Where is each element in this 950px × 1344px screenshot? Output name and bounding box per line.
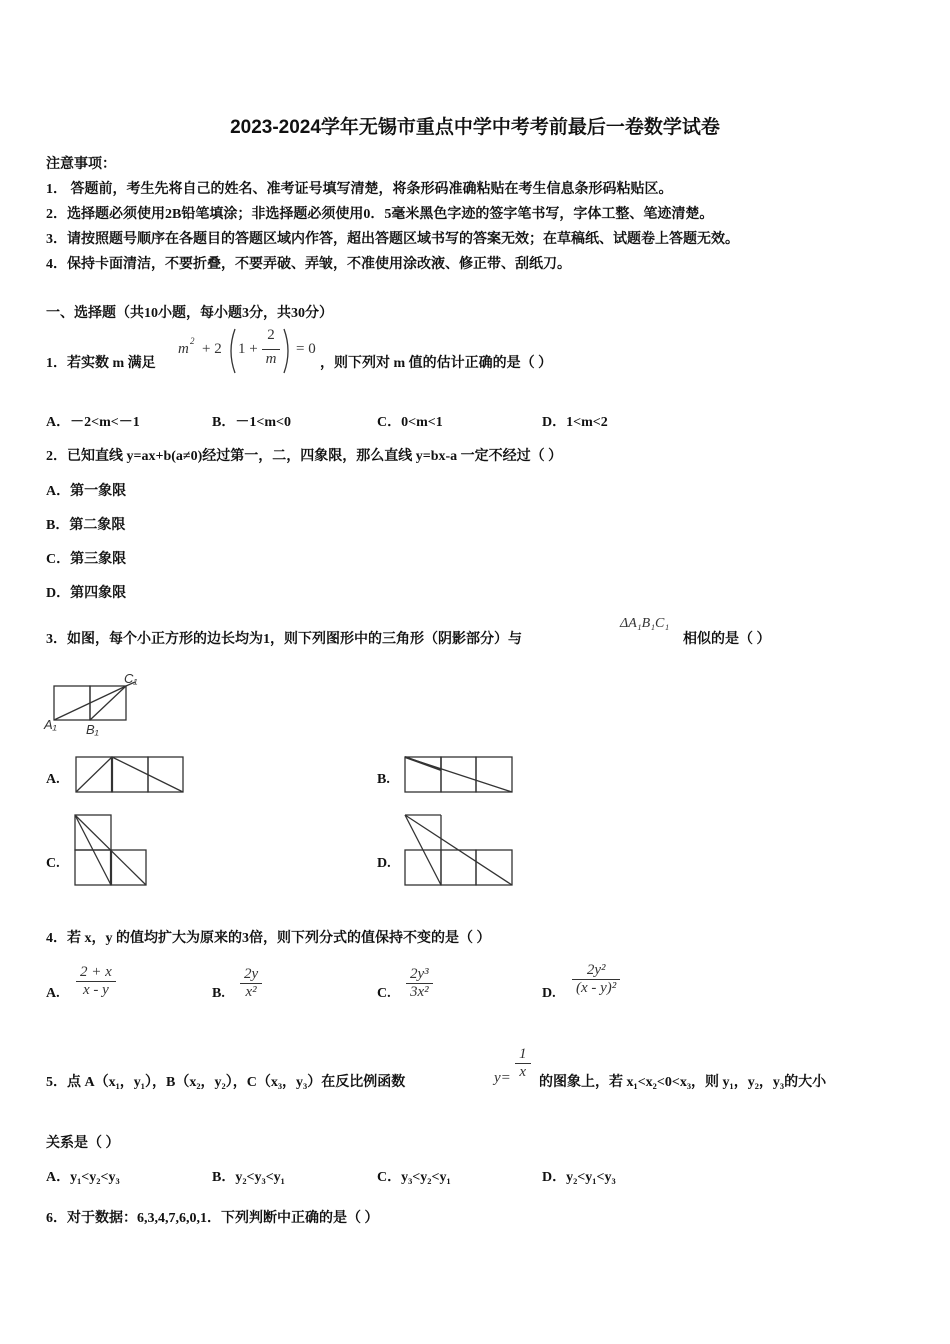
label-b1: B₁ (86, 722, 99, 737)
q4-option-d-label[interactable]: D. (542, 986, 556, 1001)
q2-option-a[interactable]: A．第一象限 (46, 484, 127, 499)
q1-suffix: ，则下列对 m 值的估计正确的是（ ） (320, 356, 553, 371)
q5-suffix: 的图象上，若 x₁<x₂<0<x₃，则 y₁，y₂，y₃的大小 (539, 1075, 827, 1090)
notice-item: 3．请按照题号顺序在各题目的答题区域内作答，超出答题区域书写的答案无效；在草稿纸、试题卷上答题无效。 (46, 232, 739, 247)
label-a1: A₁ (44, 717, 57, 732)
q3-option-c-figure[interactable] (75, 815, 150, 889)
q6-stem: 6．对于数据：6,3,4,7,6,0,1．下列判断中正确的是（ ） (46, 1211, 379, 1226)
q4-option-c-fraction[interactable]: $\frac{\text{2y³}}{\text{3x²}}$ (406, 966, 433, 1001)
q4-option-a-label[interactable]: A. (46, 986, 60, 1001)
q5-option-b[interactable]: B．y₂<y₃<y₁ (212, 1170, 285, 1185)
q3-option-d-label[interactable]: D. (377, 856, 391, 871)
q3-option-a-label[interactable]: A. (46, 772, 60, 787)
notice-item: 4．保持卡面清洁，不要折叠，不要弄破、弄皱，不准使用涂改液、修正带、刮纸刀。 (46, 257, 571, 272)
q3-suffix: 相似的是（ ） (683, 632, 771, 647)
q1-option-c[interactable]: C．0<m<1 (377, 415, 443, 430)
q3-option-b-figure[interactable] (405, 757, 515, 795)
q5-function: y= (494, 1070, 511, 1086)
q2-stem: 2．已知直线 y=ax+b(a≠0)经过第一，二，四象限，那么直线 y=bx-a 一定不经过（ ） (46, 449, 563, 464)
q5-prefix: 5．点 A（x₁，y₁），B（x₂，y₂），C（x₃，y₃）在反比例函数 (46, 1075, 406, 1090)
q5-fraction: $\frac{1}{x}$ (515, 1046, 531, 1081)
q4-option-b-fraction[interactable]: $\frac{2y}{\text{x²}}$ (240, 966, 262, 1001)
q1-option-b[interactable]: B．－1<m<0 (212, 415, 291, 430)
q4-option-a-fraction[interactable]: $\frac{2 + x}{x - y}$ (76, 964, 116, 999)
q2-option-c[interactable]: C．第三象限 (46, 552, 127, 567)
notice-heading: 注意事项： (46, 157, 116, 172)
q5-option-d[interactable]: D．y₂<y₁<y₃ (542, 1170, 616, 1185)
q4-stem: 4．若 x，y 的值均扩大为原来的3倍，则下列分式的值保持不变的是（ ） (46, 931, 491, 946)
q3-option-b-label[interactable]: B. (377, 772, 390, 787)
q3-option-d-figure[interactable] (405, 815, 517, 889)
notice-item: 2．选择题必须使用2B铅笔填涂；非选择题必须使用0．5毫米黑色字迹的签字笔书写，字体工整、笔迹清楚。 (46, 207, 714, 222)
q3-triangle-label: ΔA₁B₁C₁ (620, 616, 670, 631)
q3-option-c-label[interactable]: C. (46, 856, 60, 871)
section-heading: 一、选择题（共10小题，每小题3分，共30分） (46, 306, 333, 321)
q3-prefix: 3．如图，每个小正方形的边长均为1，则下列图形中的三角形（阴影部分）与 (46, 632, 522, 647)
q2-option-d[interactable]: D．第四象限 (46, 586, 127, 601)
q5-option-c[interactable]: C．y₃<y₂<y₁ (377, 1170, 451, 1185)
q1-option-a[interactable]: A．－2<m<－1 (46, 415, 140, 430)
page-title: 2023-2024学年无锡市重点中学中考考前最后一卷数学试卷 (230, 117, 720, 138)
q1-option-d[interactable]: D．1<m<2 (542, 415, 608, 430)
q5-option-a[interactable]: A．y₁<y₂<y₃ (46, 1170, 120, 1185)
q5-line2: 关系是（ ） (46, 1136, 120, 1151)
q3-option-a-figure[interactable] (76, 757, 186, 795)
notice-item: 1． 答题前，考生先将自己的姓名、准考证号填写清楚，将条形码准确粘贴在考生信息条形码粘贴区。 (46, 182, 673, 197)
label-c1: C₁ (124, 671, 138, 686)
q4-option-d-fraction[interactable]: $\frac{\text{2y²}}{\text{(x - y)²}}$ (572, 962, 620, 997)
q4-option-b-label[interactable]: B. (212, 986, 225, 1001)
q2-option-b[interactable]: B．第二象限 (46, 518, 126, 533)
q4-option-c-label[interactable]: C. (377, 986, 391, 1001)
q1-prefix: 1．若实数 m 满足 (46, 356, 156, 371)
